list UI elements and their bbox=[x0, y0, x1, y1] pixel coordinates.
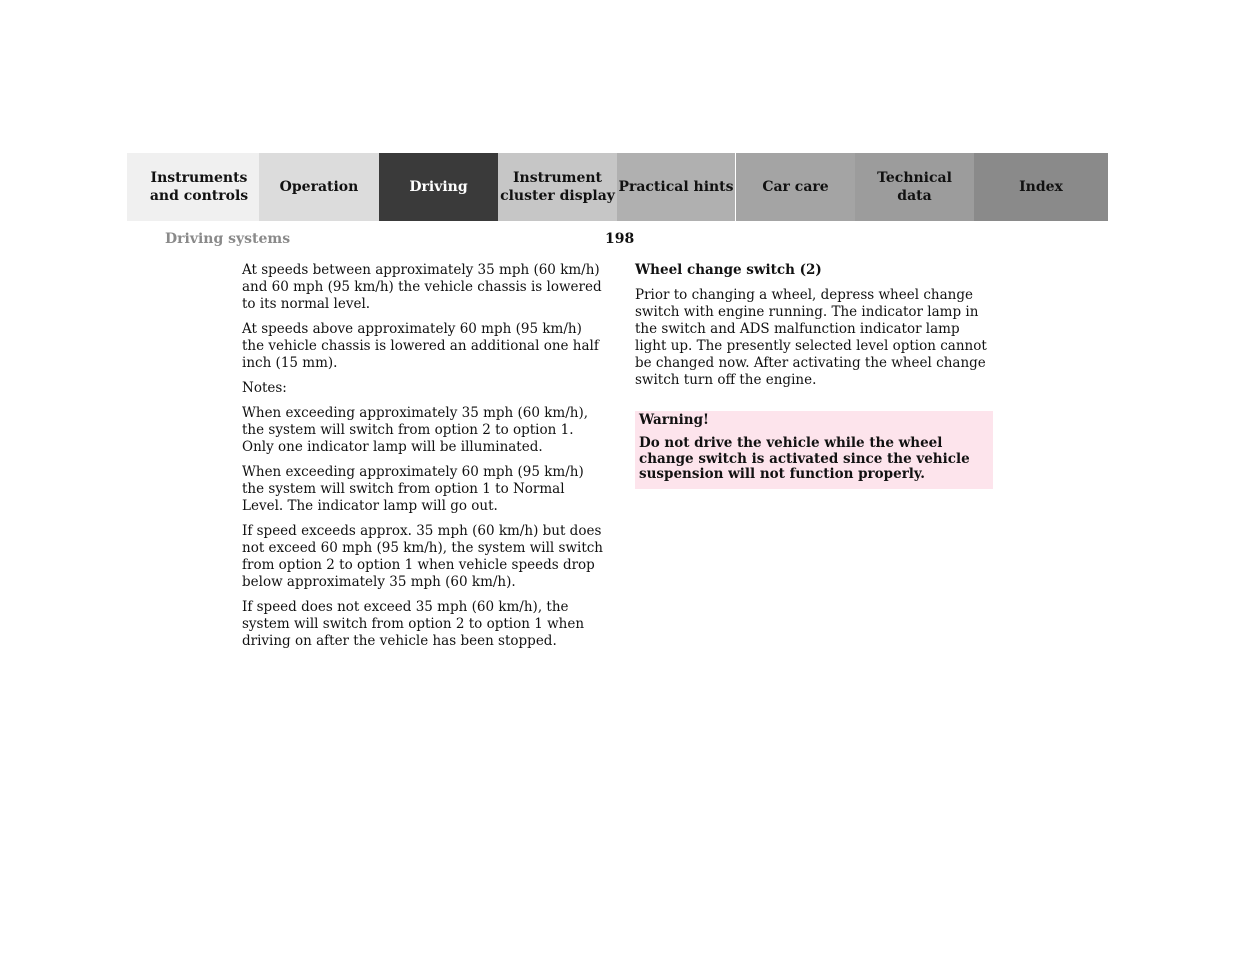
section-tab-bar bbox=[127, 153, 1108, 221]
wheel-change-switch-heading: Wheel change switch (2) bbox=[635, 262, 822, 278]
paragraph: At speeds above approximately 60 mph (95 km/h) the vehicle chassis is lowered an additional one half inch (15 mm). bbox=[242, 321, 599, 371]
paragraph: If speed exceeds approx. 35 mph (60 km/h) but does not exceed 60 mph (95 km/h), the system will switch from option 2 to option 1 when vehicle speeds drop below approximately 35 mph (60 km/h). bbox=[242, 523, 603, 590]
tab-instrument-cluster-display[interactable]: Instrument cluster display bbox=[498, 153, 617, 221]
tab-car-care[interactable]: Car care bbox=[736, 153, 855, 221]
warning-title: Warning! bbox=[639, 412, 709, 428]
tab-index[interactable]: Index bbox=[974, 153, 1108, 221]
paragraph: When exceeding approximately 35 mph (60 km/h), the system will switch from option 2 to option 1. Only one indicator lamp will be illuminated. bbox=[242, 405, 589, 455]
paragraph: If speed does not exceed 35 mph (60 km/h), the system will switch from option 2 to option 1 when driving on after the vehicle has been stopped. bbox=[242, 599, 585, 649]
tab-technical-data[interactable]: Technical data bbox=[855, 153, 974, 221]
paragraph: At speeds between approximately 35 mph (60 km/h) and 60 mph (95 km/h) the vehicle chassis is lowered to its normal level. bbox=[242, 262, 602, 312]
tab-operation[interactable]: Operation bbox=[259, 153, 379, 221]
page-number: 198 bbox=[605, 231, 635, 247]
paragraph: When exceeding approximately 60 mph (95 km/h) the system will switch from option 1 to Normal Level. The indicator lamp will go out. bbox=[242, 464, 584, 514]
notes-label: Notes: bbox=[242, 380, 287, 396]
warning-text: Do not drive the vehicle while the wheel change switch is activated since the vehicle suspension will not function properly. bbox=[639, 435, 970, 482]
tab-driving[interactable]: Driving bbox=[379, 153, 498, 221]
warning-box bbox=[635, 411, 993, 489]
tab-instruments-and-controls[interactable]: Instruments and controls bbox=[127, 153, 259, 221]
left-column bbox=[242, 262, 604, 658]
tab-practical-hints[interactable]: Practical hints bbox=[617, 153, 736, 221]
section-title: Driving systems bbox=[165, 231, 291, 247]
paragraph: Prior to changing a wheel, depress wheel change switch with engine running. The indicator lamp in the switch and ADS malfunction indicator lamp light up. The presently selected level option cannot be changed now. After activating the wheel change switch turn off the engine. bbox=[635, 287, 987, 388]
right-column bbox=[635, 262, 993, 489]
